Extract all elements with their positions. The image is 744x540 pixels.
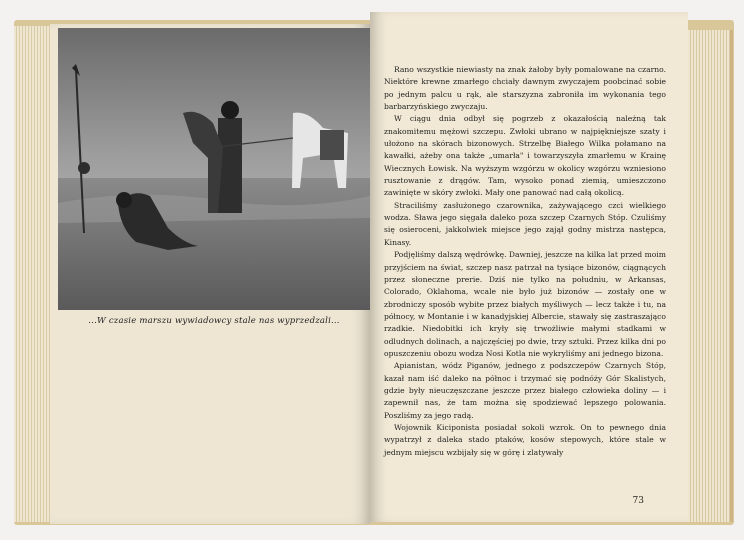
paragraph: Wojownik Kiciponista posiadał sokoli wzrok. On to pewnego dnia wypatrzył z daleka stado ptaków, kosów stepowych, które stale w jednym miejscu wzbijały się w górę i zlatywały: [384, 422, 666, 457]
paragraph: Rano wszystkie niewiasty na znak żałoby były pomalowane na czarno. Niektóre krewne zmarłego chciały dawnym zwyczajem poobcinać sobie po jednym palcu u rąk, ale starszyzna zabroniła im wykonania tego barbarzyńskiego zwyczaju.: [384, 65, 666, 112]
photograph: [58, 28, 370, 310]
page-number: 73: [632, 496, 644, 506]
paragraph: W ciągu dnia odbył się pogrzeb z okazałością należną tak znakomitemu mężowi szczepu. Zwłoki ubrano w najpiękniejsze szaty i ułożono na skórach bizonowych. Strzelbę Białego Wilka połamano na kawałki, ażeby ona także „umarła" i towarzyszyła zmarłemu w Krainę Wiecznych Łowisk. Na wyższym wzgórzu w okolicy wzgórzu wzniesiono rusztowanie z drągów. Tam, wysoko ponad ziemią, umieszczono zawinięte w skóry zwłoki. Mały one panować nad całą okolicą.: [384, 114, 666, 198]
body-text: [384, 64, 666, 459]
paragraph: Podjęliśmy dalszą wędrówkę. Dawniej, jeszcze na kilka lat przed moim przyjściem na świat, szczep nasz patrzał na tysiące bizonów, ciągnących przez słoneczne prerie. Dziś nie tylko na południu, w Arkansas, Colorado, Oklahoma, wcale nie było już bizonów — zostały one w zbrodniczy sposób wybite przez białych myśliwych — lecz także i tu, na północy, w Montanie i w kanadyjskiej Albercie, stawały się zastraszająco rzadkie. Niedobitki ich kryły się trwożliwie małymi stadkami w odludnych dolinach, a najczęściej po dwie, trzy sztuki. Przez kilka dni po opuszczeniu obozu wodza Nosi Kotla nie wykryliśmy ani jednego bizona.: [384, 250, 666, 358]
left-page-edges: [14, 26, 50, 522]
photo-caption: ...W czasie marszu wywiadowcy stale nas wyprzedzali...: [88, 316, 340, 326]
paragraph: Straciliśmy zasłużonego czarownika, zażywającego czci wielkiego wodza. Sława jego sięgała daleko poza szczep Czarnych Stóp. Czuliśmy się osieroceni, jakkolwiek miejsce jego zajął godny mistrza następca, Kinasy.: [384, 200, 666, 247]
right-page-edges: [688, 30, 733, 522]
photo-scene: [58, 28, 370, 310]
paragraph: Apianistan, wódz Piganów, jednego z podszczepów Czarnych Stóp, kazał nam iść daleko na północ i trzymać się podnóży Gór Skalistych, gdzie były nieuczęszczane jeszcze przez białego człowieka doliny — i zapewnił nas, że tam można się spodziewać lepszego polowania. Poszliśmy za jego radą.: [384, 361, 666, 420]
